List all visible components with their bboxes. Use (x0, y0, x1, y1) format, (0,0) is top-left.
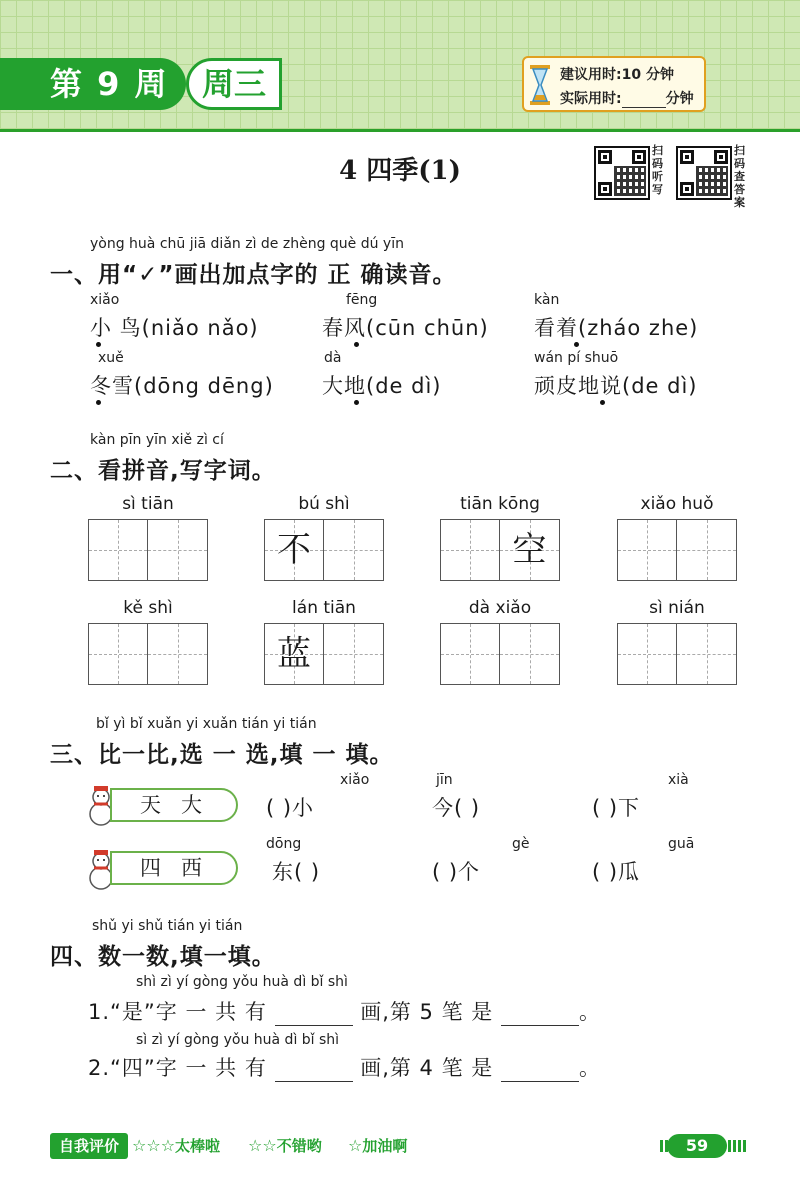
writing-box[interactable] (440, 623, 560, 685)
pinyin-note: guā (668, 836, 695, 852)
emphasis-dot (354, 400, 359, 405)
sec4-pinyin: shǔ yi shǔ tián yi tián (92, 918, 243, 934)
sec1-pinyin: yòng huà chū jiā diǎn zì de zhèng què dú yīn (90, 236, 404, 252)
cell-char: 不 (277, 530, 311, 570)
choice-box: 天大 (110, 788, 238, 822)
star-icon: ☆ (348, 1136, 363, 1155)
writing-cell[interactable] (618, 520, 677, 580)
box-pinyin: bú shì (298, 494, 350, 514)
rating-label: 太棒啦 (175, 1137, 221, 1155)
week-label: 第 9 周 (0, 58, 186, 110)
header-band (0, 0, 800, 132)
emphasis-dot (574, 342, 579, 347)
q2-text-a: 2.“四”字 一 共 有 (88, 1056, 267, 1080)
writing-cell[interactable] (148, 624, 207, 684)
page-number: 59 (667, 1134, 727, 1158)
writing-cell[interactable] (265, 624, 324, 684)
fill-item[interactable]: ( )下 (592, 796, 641, 820)
q1-blank-strokes[interactable] (275, 1006, 353, 1026)
reading-item[interactable]: 冬雪(dōng dēng) (90, 374, 274, 398)
question-1 (88, 996, 601, 1026)
sec3-title: 三、比一比,选 一 选,填 一 填。 (50, 742, 394, 768)
rating-keep-going[interactable] (348, 1135, 407, 1156)
star-icon: ☆☆ (248, 1136, 277, 1155)
writing-box[interactable] (617, 623, 737, 685)
cell-char: 空 (512, 530, 547, 570)
writing-cell[interactable] (677, 520, 736, 580)
writing-box[interactable] (264, 519, 384, 581)
actual-time-blank[interactable] (622, 94, 666, 108)
sec3-pinyin: bǐ yì bǐ xuǎn yi xuǎn tián yi tián (96, 716, 317, 732)
actual-time-unit: 分钟 (665, 91, 694, 107)
q1-blank-stroke[interactable] (501, 1006, 579, 1026)
writing-cell[interactable] (89, 624, 148, 684)
sec4-title: 四、数一数,填一填。 (50, 944, 276, 970)
q2-end: 。 (578, 1056, 601, 1080)
writing-cell[interactable] (148, 520, 207, 580)
qr-finder (598, 150, 612, 164)
box-pinyin: kě shì (123, 598, 173, 618)
emphasis-dot (96, 342, 101, 347)
writing-cell[interactable] (324, 624, 383, 684)
qr-finder (598, 182, 612, 196)
pinyin-note: xuě (98, 350, 124, 366)
day-label: 周三 (186, 58, 282, 110)
qr-finder (632, 150, 646, 164)
star-icon: ☆☆☆ (132, 1136, 176, 1155)
qr-pattern (696, 166, 728, 196)
pinyin-note: gè (512, 836, 530, 852)
reading-item[interactable]: 春风(cūn chūn) (322, 316, 489, 340)
box-pinyin: sì nián (649, 598, 705, 618)
qr-code-answers[interactable] (676, 146, 732, 200)
time-box (522, 56, 706, 112)
q1-pinyin: shì zì yí gòng yǒu huà dì bǐ shì (136, 974, 348, 990)
pinyin-note: jīn (436, 772, 453, 788)
writing-cell[interactable] (500, 624, 559, 684)
writing-box[interactable] (440, 519, 560, 581)
rating-good[interactable] (248, 1135, 322, 1156)
q1-text-b: 画,第 5 笔 是 (360, 1000, 494, 1024)
writing-cell[interactable] (265, 520, 324, 580)
pinyin-note: xiǎo (340, 772, 370, 788)
pinyin-note: xià (668, 772, 689, 788)
pinyin-note: wán pí shuō (534, 350, 619, 366)
qr-pattern (614, 166, 646, 196)
question-2 (88, 1052, 601, 1082)
cell-char: 蓝 (277, 634, 311, 674)
writing-cell[interactable] (89, 520, 148, 580)
fill-item[interactable]: ( )瓜 (592, 860, 641, 884)
reading-item[interactable]: 看着(zháo zhe) (534, 316, 699, 340)
writing-cell[interactable] (618, 624, 677, 684)
reading-item[interactable]: 大地(de dì) (322, 374, 442, 398)
reading-item[interactable]: 顽皮地说(de dì) (534, 374, 698, 398)
fill-item[interactable]: ( )个 (432, 860, 481, 884)
page-decoration (728, 1140, 748, 1152)
q2-blank-stroke[interactable] (501, 1062, 579, 1082)
suggested-time: 建议用时:10 分钟 (560, 67, 674, 83)
qr-label-answers: 扫码查答案 (734, 144, 745, 209)
sec1-title: 一、用“✓”画出加点字的 正 确读音。 (50, 262, 457, 288)
pinyin-note: fēng (346, 292, 378, 308)
writing-cell[interactable] (441, 624, 500, 684)
q1-text-a: 1.“是”字 一 共 有 (88, 1000, 267, 1024)
fill-item[interactable]: ( )小 (266, 796, 315, 820)
qr-finder (714, 150, 728, 164)
writing-box[interactable] (88, 519, 208, 581)
qr-finder (680, 182, 694, 196)
pinyin-note: dà (324, 350, 342, 366)
pinyin-note: kàn (534, 292, 560, 308)
box-pinyin: xiǎo huǒ (640, 494, 714, 514)
reading-item[interactable]: 小 鸟(niǎo nǎo) (90, 316, 259, 340)
qr-code-dictation[interactable] (594, 146, 650, 200)
actual-time-label: 实际用时: (560, 91, 622, 107)
box-pinyin: tiān kōng (460, 494, 540, 514)
q2-pinyin: sì zì yí gòng yǒu huà dì bǐ shì (136, 1032, 340, 1048)
emphasis-dot (96, 400, 101, 405)
q2-text-b: 画,第 4 笔 是 (360, 1056, 494, 1080)
q1-end: 。 (578, 1000, 601, 1024)
qr-label-dictation: 扫码听写 (652, 144, 663, 196)
emphasis-dot (600, 400, 605, 405)
writing-cell[interactable] (677, 624, 736, 684)
fill-item[interactable]: 今( ) (432, 796, 481, 820)
box-pinyin: sì tiān (122, 494, 174, 514)
self-eval-badge: 自我评价 (50, 1133, 128, 1159)
writing-box[interactable] (88, 623, 208, 685)
rating-label: 不错哟 (276, 1137, 322, 1155)
lesson-title: 4 四季(1) (339, 156, 461, 186)
rating-excellent[interactable] (132, 1135, 220, 1156)
writing-box[interactable] (264, 623, 384, 685)
writing-cell[interactable] (324, 520, 383, 580)
choice-box: 四西 (110, 851, 238, 885)
emphasis-dot (354, 342, 359, 347)
sec2-title: 二、看拼音,写字词。 (50, 458, 276, 484)
box-pinyin: dà xiǎo (468, 598, 532, 618)
writing-cell[interactable] (441, 520, 500, 580)
actual-time (560, 88, 694, 108)
box-pinyin: lán tiān (292, 598, 356, 618)
fill-item[interactable]: 东( ) (272, 860, 321, 884)
writing-cell[interactable] (500, 520, 559, 580)
rating-label: 加油啊 (362, 1137, 408, 1155)
qr-finder (680, 150, 694, 164)
pinyin-note: xiǎo (90, 292, 120, 308)
writing-box[interactable] (617, 519, 737, 581)
q2-blank-strokes[interactable] (275, 1062, 353, 1082)
pinyin-note: dōng (266, 836, 302, 852)
sec2-pinyin: kàn pīn yīn xiě zì cí (90, 432, 224, 448)
hourglass-icon (528, 64, 552, 106)
